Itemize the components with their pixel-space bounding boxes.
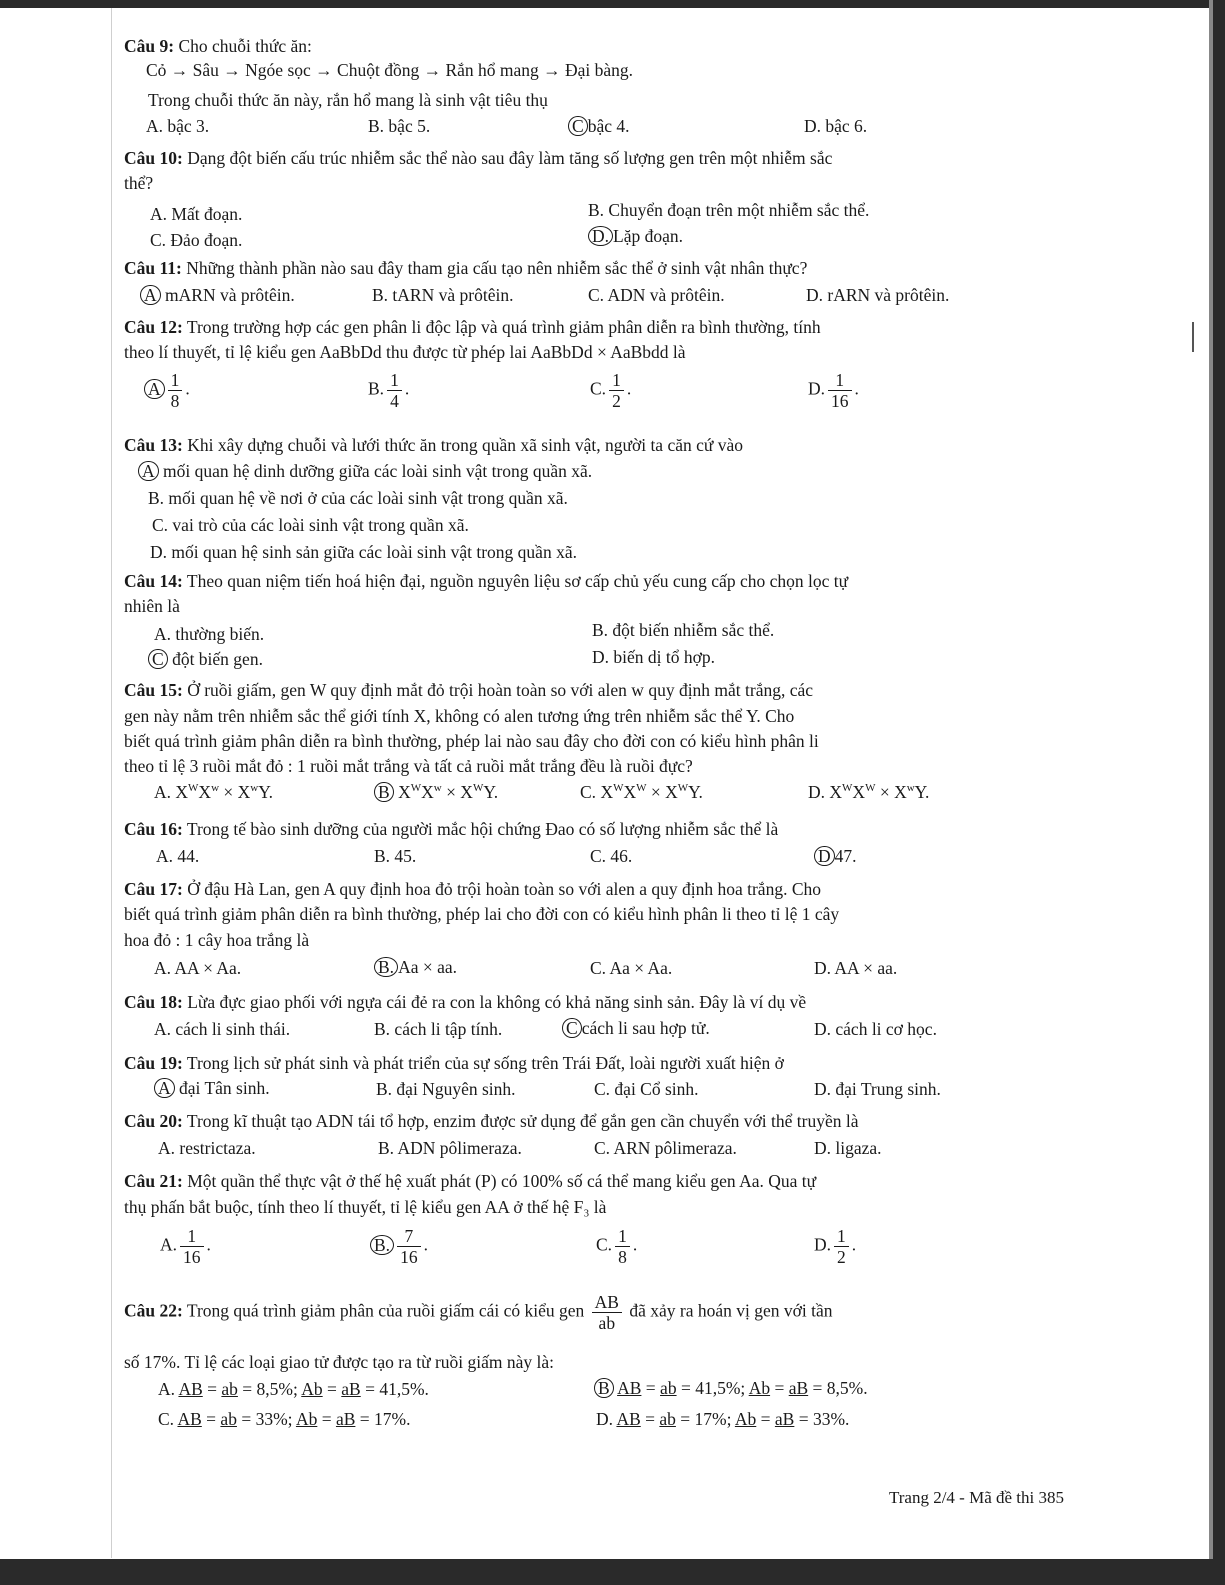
q17-line2: biết quá trình giảm phân diễn ra bình thường, phép lai cho đời con có kiểu hình phân li theo tỉ lệ 1 cây	[124, 904, 840, 924]
q21-label: Câu 21:	[124, 1171, 183, 1191]
q13-label: Câu 13:	[124, 435, 183, 455]
q18-line: Câu 18: Lừa đực giao phối với ngựa cái đẻ ra con la không có khả năng sinh sản. Đây là ví dụ về	[124, 992, 807, 1012]
q12-option-b: B. $\frac{1}{4}$ .	[368, 370, 410, 412]
q21-answer-circle: B.	[370, 1235, 394, 1255]
q15-option-c: C. $X^WX^W \times X^WY$.	[580, 782, 703, 802]
q19-option-b: B. đại Nguyên sinh.	[376, 1079, 516, 1099]
q15-line1: Câu 15: Ở ruồi giấm, gen W quy định mắt đỏ trội hoàn toàn so với alen w quy định mắt trắng, các	[124, 680, 814, 700]
q12-option-c: C. $\frac{1}{2}$ .	[590, 370, 632, 412]
q22-genotype-fraction: $\frac{AB}{ab}$	[592, 1292, 622, 1333]
q16-option-d: D 47.	[814, 846, 857, 867]
q15-option-d: D. $X^WX^W \times X^wY$.	[808, 782, 930, 802]
q17-option-d: D. AA × aa.	[814, 958, 898, 978]
scan-bottom-edge	[0, 1559, 1225, 1585]
q14-option-d: D. biến dị tổ hợp.	[592, 647, 715, 667]
q19-option-a: A đại Tân sinh.	[154, 1078, 270, 1099]
q20-option-d: D. ligaza.	[814, 1138, 882, 1158]
q9-option-d: D. bậc 6.	[804, 116, 868, 136]
q18-option-d: D. cách li cơ học.	[814, 1019, 937, 1039]
q16-option-a: A. 44.	[156, 846, 200, 866]
q9-title-line	[124, 36, 312, 57]
q18-answer-circle: C	[562, 1018, 582, 1038]
q18-option-a: A. cách li sinh thái.	[154, 1019, 291, 1039]
q15-label: Câu 15:	[124, 680, 183, 700]
q12-line2: theo lí thuyết, tỉ lệ kiểu gen AaBbDd thu được từ phép lai AaBbDd × AaBbdd là	[124, 342, 686, 362]
q13-option-c: C. vai trò của các loài sinh vật trong quần xã.	[152, 515, 469, 535]
page-footer: Trang 2/4 - Mã đề thi 385	[888, 1488, 1064, 1507]
q15-option-a: A. $X^WX^w \times X^wY$.	[154, 782, 273, 802]
q14-line2: nhiên là	[124, 596, 180, 616]
q20-option-c: C. ARN pôlimeraza.	[594, 1138, 737, 1158]
q13-answer-circle: A	[138, 461, 159, 481]
q19-label: Câu 19:	[124, 1053, 183, 1073]
q10-option-d: D. Lặp đoạn.	[588, 226, 683, 247]
q15-answer-circle: B	[374, 782, 394, 802]
q13-line: Câu 13: Khi xây dựng chuỗi và lưới thức ăn trong quần xã sinh vật, người ta căn cứ vào	[124, 435, 744, 455]
q16-label: Câu 16:	[124, 819, 183, 839]
q11-option-b: B. tARN và prôtêin.	[372, 285, 514, 305]
q11-option-a: A mARN và prôtêin.	[140, 285, 295, 306]
q22-option-a: A. AB = ab = 8,5%; Ab = aB = 41,5%.	[158, 1379, 429, 1399]
q15-line2: gen này nằm trên nhiễm sắc thể giới tính X, không có alen tương ứng trên nhiễm sắc thể Y. Cho	[124, 706, 795, 726]
q19-option-d: D. đại Trung sinh.	[814, 1079, 941, 1099]
q10-option-b: B. Chuyển đoạn trên một nhiễm sắc thể.	[588, 200, 870, 220]
q21-option-c: C. $\frac{1}{8}$ .	[596, 1226, 638, 1268]
q12-answer-circle: A	[144, 379, 165, 399]
q22-line2: số 17%. Tỉ lệ các loại giao tử được tạo ra từ ruồi giấm này là:	[124, 1352, 555, 1372]
q10-option-c: C. Đảo đoạn.	[150, 230, 243, 250]
q22-label: Câu 22:	[124, 1300, 183, 1321]
q11-line: Câu 11: Những thành phần nào sau đây tham gia cấu tạo nên nhiễm sắc thể ở sinh vật nhân thực?	[124, 258, 808, 278]
q11-label: Câu 11:	[124, 258, 182, 278]
q22-option-c: C. AB = ab = 33%; Ab = aB = 17%.	[158, 1409, 411, 1429]
q20-line: Câu 20: Trong kĩ thuật tạo ADN tái tổ hợp, enzim được sử dụng để gắn gen cần chuyển với thể truyền là	[124, 1111, 859, 1131]
q21-option-b: B. $\frac{7}{16}$ .	[370, 1226, 428, 1267]
q9-option-c: C bậc 4.	[568, 116, 629, 137]
q22-option-b: B AB = ab = 41,5%; Ab = aB = 8,5%.	[594, 1378, 868, 1399]
q20-option-a: A. restrictaza.	[158, 1138, 256, 1158]
q14-option-b: B. đột biến nhiễm sắc thể.	[592, 620, 775, 640]
q15-line4: theo tỉ lệ 3 ruồi mắt đỏ : 1 ruồi mắt trắng và tất cả ruồi mắt trắng đều là ruồi đực?	[124, 756, 693, 776]
q18-option-c: C cách li sau hợp tử.	[562, 1018, 710, 1039]
q13-option-d: D. mối quan hệ sinh sản giữa các loài sinh vật trong quần xã.	[150, 542, 577, 562]
q9-chain: Cỏ → Sâu → Ngóe sọc → Chuột đồng → Rắn hổ mang → Đại bàng.	[146, 60, 634, 80]
q18-option-b: B. cách li tập tính.	[374, 1019, 503, 1039]
q15-option-b: B $X^WX^w \times X^WY$.	[374, 782, 498, 803]
q17-label: Câu 17:	[124, 879, 183, 899]
q12-option-a: A $\frac{1}{8}$ .	[144, 370, 190, 411]
q22-answer-circle: B	[594, 1378, 614, 1398]
q15-line3: biết quá trình giảm phân diễn ra bình thường, phép lai nào sau đây cho đời con có kiểu hình phân li	[124, 731, 819, 751]
q10-option-a: A. Mất đoạn.	[150, 204, 243, 224]
q9-stem: Trong chuỗi thức ăn này, rắn hổ mang là sinh vật tiêu thụ	[148, 90, 548, 110]
scan-top-edge	[0, 0, 1225, 8]
q11-answer-circle: A	[140, 285, 161, 305]
q17-option-c: C. Aa × Aa.	[590, 958, 673, 978]
q9-option-b: B. bậc 5.	[368, 116, 431, 136]
q17-option-a: A. AA × Aa.	[154, 958, 242, 978]
q9-label: Câu 9:	[124, 36, 175, 56]
q9-answer-circle: C	[568, 116, 588, 136]
q20-option-b: B. ADN pôlimeraza.	[378, 1138, 522, 1158]
q14-option-c: C đột biến gen.	[148, 649, 263, 670]
q14-option-a: A. thường biến.	[154, 624, 265, 644]
q19-option-c: C. đại Cổ sinh.	[594, 1079, 699, 1099]
q16-option-b: B. 45.	[374, 846, 417, 866]
q21-option-a: A. $\frac{1}{16}$ .	[160, 1226, 211, 1268]
q19-answer-circle: A	[154, 1078, 175, 1098]
q17-option-b: B. Aa × aa.	[374, 957, 457, 978]
q20-label: Câu 20:	[124, 1111, 183, 1131]
q11-option-d: D. rARN và prôtêin.	[806, 285, 950, 305]
scan-mark	[1192, 322, 1194, 352]
q13-option-b: B. mối quan hệ về nơi ở của các loài sinh vật trong quần xã.	[148, 488, 568, 508]
q10-line2: thể?	[124, 173, 154, 193]
q11-option-c: C. ADN và prôtêin.	[588, 285, 725, 305]
q14-answer-circle: C	[148, 649, 168, 669]
scan-right-edge	[1213, 0, 1225, 1585]
q16-answer-circle: D	[814, 846, 835, 866]
q10-answer-circle: D.	[588, 226, 613, 246]
q9-text: Cho chuỗi thức ăn:	[178, 36, 312, 56]
q12-line1: Câu 12: Trong trường hợp các gen phân li độc lập và quá trình giảm phân diễn ra bình thường, tính	[124, 317, 821, 337]
q16-line: Câu 16: Trong tế bào sinh dưỡng của người mắc hội chứng Đao có số lượng nhiễm sắc thể là	[124, 819, 779, 839]
q17-line1: Câu 17: Ở đậu Hà Lan, gen A quy định hoa đỏ trội hoàn toàn so với alen a quy định hoa trắng. Cho	[124, 879, 821, 899]
q14-line1: Câu 14: Theo quan niệm tiến hoá hiện đại, nguồn nguyên liệu sơ cấp chủ yếu cung cấp cho chọn lọc tự	[124, 571, 849, 591]
q14-label: Câu 14:	[124, 571, 183, 591]
q22-line1: Câu 22: Trong quá trình giảm phân của ruồi giấm cái có kiểu gen $\frac{AB}{ab}$ đã xảy ra hoán vị gen với tần	[124, 1292, 833, 1334]
q17-line3: hoa đỏ : 1 cây hoa trắng là	[124, 930, 310, 950]
q9-option-a: A. bậc 3.	[146, 116, 210, 136]
q17-answer-circle: B.	[374, 957, 398, 977]
scan-margin-line	[111, 8, 112, 1558]
q19-line: Câu 19: Trong lịch sử phát sinh và phát triển của sự sống trên Trái Đất, loài người xuất hiện ở	[124, 1053, 784, 1073]
q10-label: Câu 10:	[124, 148, 183, 168]
q12-a-fraction: $\frac{1}{8}$	[168, 370, 183, 411]
q16-option-c: C. 46.	[590, 846, 633, 866]
q21-line1: Câu 21: Một quần thể thực vật ở thế hệ xuất phát (P) có 100% số cá thể mang kiểu gen Aa. Qua tự	[124, 1171, 817, 1191]
q22-option-d: D. AB = ab = 17%; Ab = aB = 33%.	[596, 1409, 850, 1429]
q12-label: Câu 12:	[124, 317, 183, 337]
q21-line2: thụ phấn bắt buộc, tính theo lí thuyết, tỉ lệ kiểu gen AA ở thế hệ F₃ là	[124, 1197, 607, 1217]
q13-option-a: A mối quan hệ dinh dưỡng giữa các loài sinh vật trong quần xã.	[138, 461, 592, 482]
q21-option-d: D. $\frac{1}{2}$ .	[814, 1226, 857, 1268]
q12-option-d: D. $\frac{1}{16}$ .	[808, 370, 859, 412]
q18-label: Câu 18:	[124, 992, 183, 1012]
q10-line1: Câu 10: Dạng đột biến cấu trúc nhiễm sắc thể nào sau đây làm tăng số lượng gen trên một nhiễm sắc	[124, 148, 833, 168]
